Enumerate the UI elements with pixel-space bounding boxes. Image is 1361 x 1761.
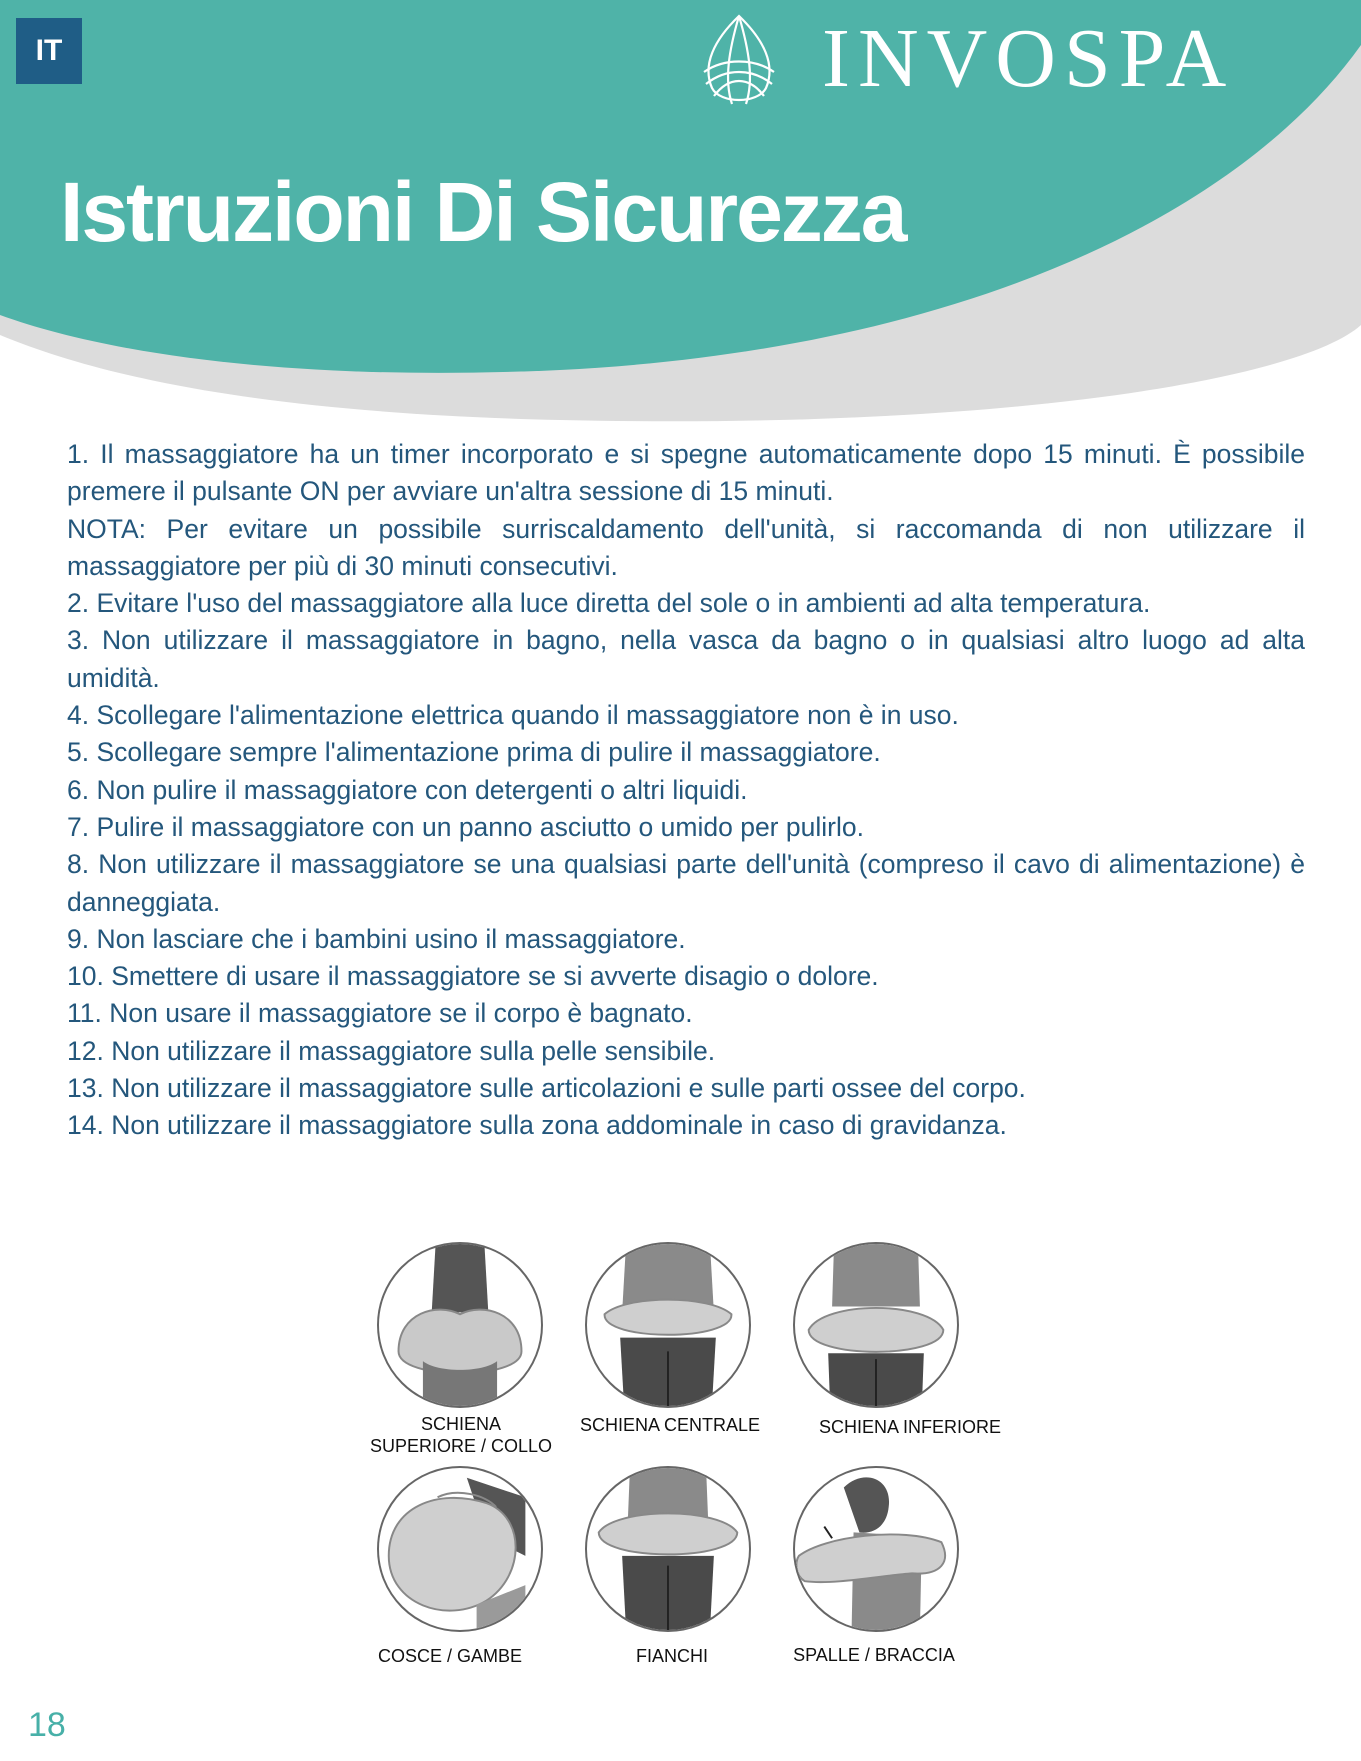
shoulders-arms-illustration-icon	[793, 1466, 959, 1632]
instruction-item: 12. Non utilizzare il massaggiatore sulla pelle sensibile.	[67, 1035, 716, 1066]
language-badge: IT	[16, 18, 82, 84]
instruction-item: 10. Smettere di usare il massaggiatore se si avverte disagio o dolore.	[67, 961, 879, 992]
instruction-item: 5. Scollegare sempre l'alimentazione prima di pulire il massaggiatore.	[67, 737, 881, 768]
instruction-item: 14. Non utilizzare il massaggiatore sulla zona addominale in caso di gravidanza.	[67, 1110, 1007, 1141]
usage-area-label: COSCE / GAMBE	[377, 1646, 523, 1666]
instruction-item: 1. Il massaggiatore ha un timer incorporato e si spegne automaticamente dopo 15 minuti. È possibile premere il pulsante ON per avviare un'altra sessione di 15 minuti.	[67, 439, 1305, 507]
instruction-item: 7. Pulire il massaggiatore con un panno asciutto o umido per pulirlo.	[67, 811, 864, 842]
lower-back-illustration-icon	[793, 1242, 959, 1408]
usage-area-label: SCHIENA SUPERIORE / COLLO	[369, 1414, 553, 1456]
instruction-item: 9. Non lasciare che i bambini usino il massaggiatore.	[67, 923, 686, 954]
usage-area-label: SCHIENA CENTRALE	[579, 1415, 761, 1435]
invospa-logo-icon	[694, 10, 784, 110]
instruction-item: 13. Non utilizzare il massaggiatore sulle articolazioni e sulle parti ossee del corpo.	[67, 1073, 1026, 1104]
instruction-item: 2. Evitare l'uso del massaggiatore alla luce diretta del sole o in ambienti ad alta temperatura.	[67, 588, 1151, 619]
middle-back-illustration-icon	[585, 1242, 751, 1408]
brand-name: INVOSPA	[822, 12, 1235, 105]
instruction-item: 6. Non pulire il massaggiatore con detergenti o altri liquidi.	[67, 774, 748, 805]
page-number: 18	[28, 1706, 66, 1744]
instruction-item: 4. Scollegare l'alimentazione elettrica quando il massaggiatore non è in uso.	[67, 700, 959, 731]
usage-area-label: SPALLE / BRACCIA	[793, 1645, 955, 1665]
instruction-item: 11. Non usare il massaggiatore se il corpo è bagnato.	[67, 998, 693, 1029]
page-title: Istruzioni Di Sicurezza	[60, 165, 906, 259]
thighs-legs-illustration-icon	[377, 1466, 543, 1632]
instruction-item: 3. Non utilizzare il massaggiatore in bagno, nella vasca da bagno o in qualsiasi altro luogo ad alta umidità.	[67, 625, 1305, 693]
instruction-item: 8. Non utilizzare il massaggiatore se una qualsiasi parte dell'unità (compreso il cavo di alimentazione) è danneggiata.	[67, 849, 1305, 917]
usage-area-label: FIANCHI	[636, 1646, 708, 1666]
upper-back-neck-illustration-icon	[377, 1242, 543, 1408]
usage-area-label: SCHIENA INFERIORE	[818, 1417, 1002, 1437]
instruction-note: NOTA: Per evitare un possibile surriscaldamento dell'unità, si raccomanda di non utilizzare il massaggiatore per più di 30 minuti consecutivi.	[67, 513, 1305, 581]
hips-illustration-icon	[585, 1466, 751, 1632]
safety-instructions-list	[67, 436, 1305, 1145]
